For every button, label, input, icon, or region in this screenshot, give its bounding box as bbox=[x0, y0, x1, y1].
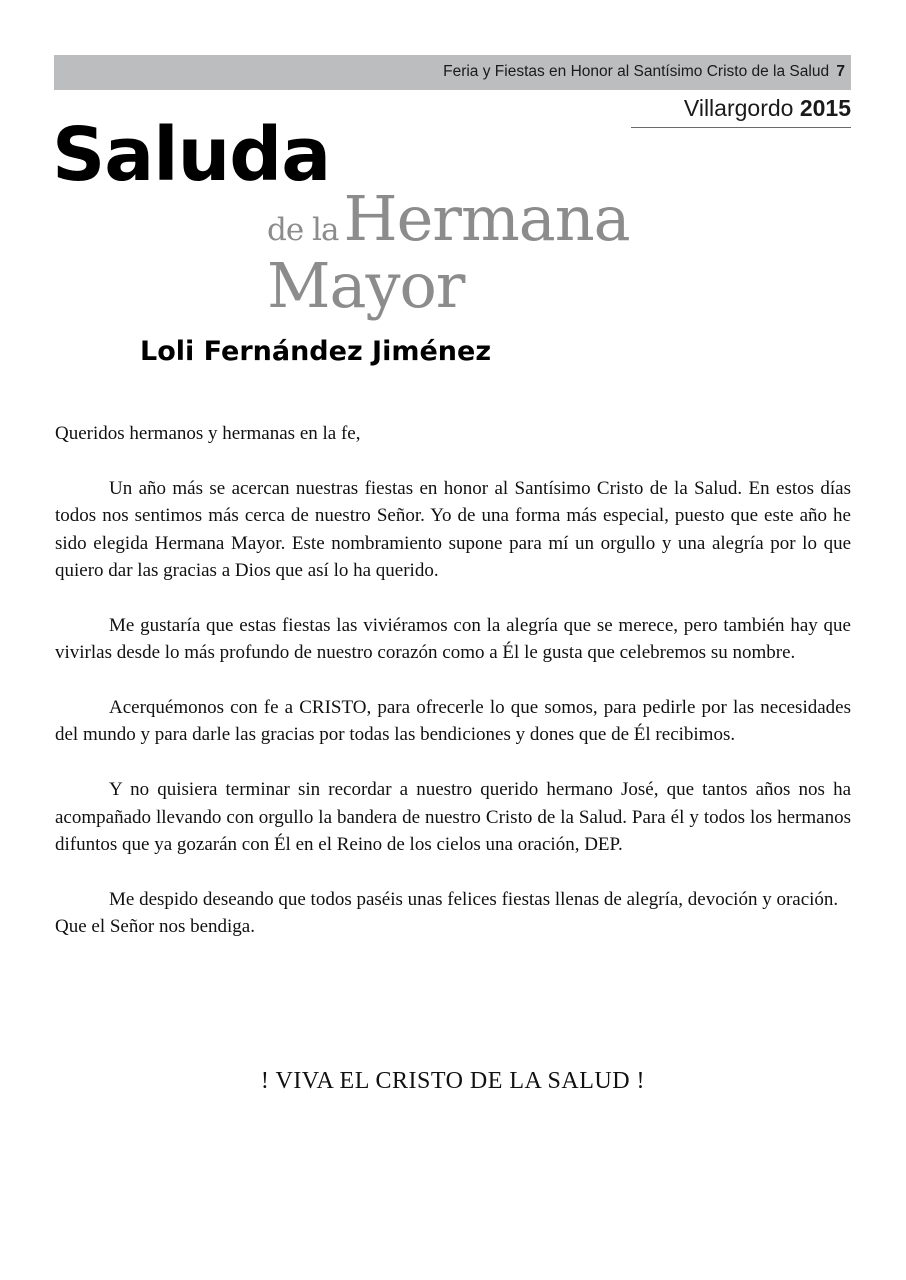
paragraph-gap bbox=[55, 584, 851, 611]
paragraph-gap bbox=[55, 858, 851, 885]
paragraph: Me despido deseando que todos paséis unas felices fiestas llenas de alegría, devoción y oración. bbox=[109, 888, 839, 910]
subtitle-connector: de la bbox=[267, 212, 339, 248]
subtitle-line-1 bbox=[267, 182, 630, 255]
subtitle-word-hermana: Hermana bbox=[343, 182, 630, 255]
place-name: Villargordo bbox=[683, 95, 794, 121]
salutation: Queridos hermanos y hermanas en la fe, bbox=[55, 423, 361, 444]
paragraph-gap bbox=[55, 447, 851, 474]
paragraph-gap bbox=[55, 749, 851, 776]
paragraph-gap bbox=[55, 667, 851, 694]
letter-body bbox=[55, 420, 851, 941]
place-year-underline bbox=[631, 127, 851, 128]
year: 2015 bbox=[799, 95, 851, 121]
paragraph: Y no quisiera terminar sin recordar a nuestro querido hermano José, que tantos años nos ha acompañado llevando con orgullo la bandera de nuestro Cristo de la Salud. Para él y todos los hermanos difuntos que ya gozarán con Él en el Reino de los cielos una oración, DEP. bbox=[55, 779, 851, 856]
subtitle-word-mayor: Mayor bbox=[267, 249, 465, 322]
page-title: Saluda bbox=[52, 112, 331, 198]
blessing: Que el Señor nos bendiga. bbox=[55, 916, 255, 938]
running-header-band bbox=[54, 55, 851, 90]
paragraph: Me gustaría que estas fiestas las viviéramos con la alegría que se merece, pero también hay que vivirlas desde lo más profundo de nuestro corazón como a Él le gusta que celebremos su nombre. bbox=[55, 614, 851, 664]
place-year bbox=[684, 95, 851, 122]
paragraph: Acerquémonos con fe a CRISTO, para ofrecerle lo que somos, para pedirle por las necesidades del mundo y para darle las gracias por todas las bendiciones y dones que de Él recibimos. bbox=[55, 697, 851, 746]
closing-exclamation: ! VIVA EL CRISTO DE LA SALUD ! bbox=[260, 1068, 646, 1094]
running-header bbox=[443, 63, 845, 81]
paragraph: Un año más se acercan nuestras fiestas en honor al Santísimo Cristo de la Salud. En estos días todos nos sentimos más cerca de nuestro Señor. Yo de una forma más especial, puesto que este año he sido elegida Hermana Mayor. Este nombramiento supone para mí un orgullo y una alegría por lo que quiero dar las gracias a Dios que así lo ha querido. bbox=[55, 477, 851, 582]
author-name: Loli Fernández Jiménez bbox=[140, 336, 492, 367]
publication-title: Feria y Fiestas en Honor al Santísimo Cristo de la Salud bbox=[443, 63, 830, 80]
page-number: 7 bbox=[836, 63, 845, 80]
